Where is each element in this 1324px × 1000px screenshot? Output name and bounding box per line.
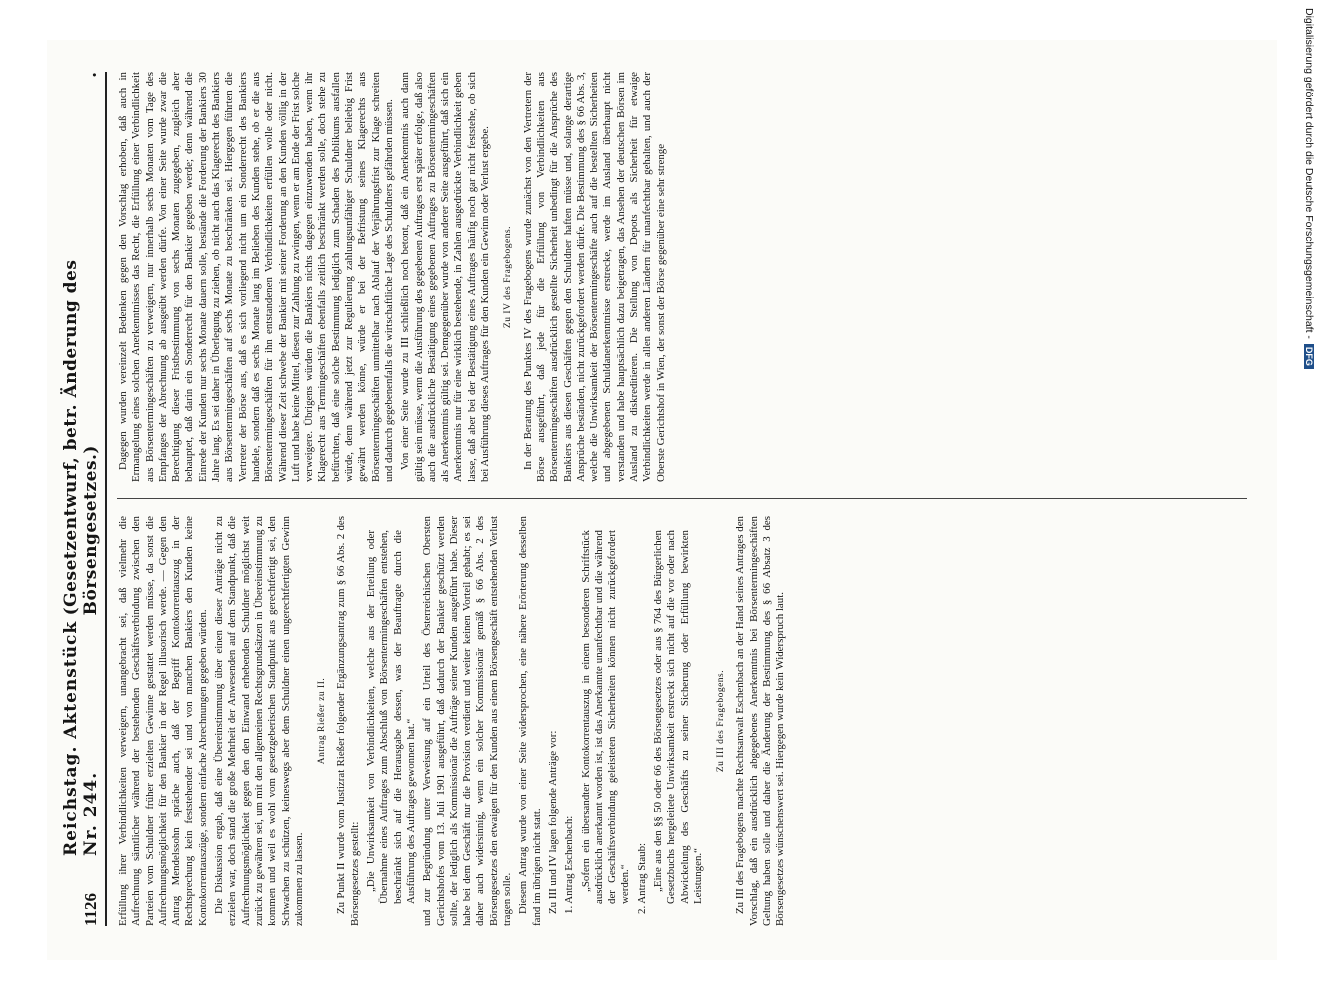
paragraph: In der Beratung des Punktes IV des Fragebogens wurde zunächst von den Vertretern der Börse ausgeführt, daß jede für die Erfüllung von Verbindlichkeiten aus Börsentermingeschäften ausdrücklich gestellte Sicherheit unbedingt für die Ansprüche des Bankiers aus diesen Geschäften gegen den Schuldner haften müsse und, solange derartige Ansprüche beständen, nicht zurückgefordert werden dürfe. Die Bestimmung des § 66 Abs. 3, welche die Unwirksamkeit der Börsentermingeschäfte auch auf die bestellten Sicherheiten und abgegebenen Schuldanerkenntnisse erstrecke, werde im Ausland überhaupt nicht verstanden und habe hauptsächlich dazu beigetragen, das Ansehen der deutschen Börsen im Ausland zu diskreditieren. Die Stellung von Depots als Sicherheit für etwaige Verbindlichkeiten werde in allen anderen Ländern für unanfechtbar gehalten, und auch der Oberste Gerichtshof in Wien, der sonst der Börse gegenüber eine sehr strenge <box>521 72 667 482</box>
text-column-left <box>117 516 1247 926</box>
page-number: 1126 <box>81 892 100 926</box>
quoted-motion: „Sofern ein übersandter Kontokorrentauszug in einem besonderen Schriftstück ausdrücklich anerkannt worden ist, ist das Anerkannte unanfechtbar und die während der Geschäftsverbindung geleisteten Sicherheiten können nicht zurückgefordert werden.“ <box>579 530 632 904</box>
paragraph: Zu Punkt II wurde vom Justizrat Rießer folgender Ergänzungsantrag zum § 66 Abs. 2 des Börsengesetzes gestellt: <box>335 516 361 926</box>
section-heading: Zu III des Fragebogens. <box>716 669 727 773</box>
paragraph: und zur Begründung unter Verweisung auf ein Urteil des Österreichischen Obersten Gerichtshofes vom 13. Juli 1901 ausgeführt, daß dadurch der Bankier geschützt werden sollte, der lediglich als Kommissionär die Aufträge seiner Kunden ausgeführt habe. Dieser habe bei dem Geschäft nur die Provision verdient und weiter keinen Vorteil gehabt; es sei daher auch widersinnig, wenn ein solcher Kommissionär gemäß § 66 Abs. 2 des Börsengesetzes den etwaigen für den Kunden aus einem Börsengeschäft entstehenden Verlust tragen solle. <box>421 516 514 926</box>
dfg-logo: DFG <box>1304 344 1314 369</box>
section-heading: Zu IV des Fragebogens. <box>503 225 514 329</box>
paragraph: Von einer Seite wurde zu III schließlich noch betont, daß ein Anerkenntnis auch dann gültig sein müsse, wenn die Ausführung des gegebenen Auftrages erst später erfolge, daß also auch die ausdrückliche Bestätigung eines gegebenen Auftrages zu Börsentermingeschäften als Anerkenntnis gültig sei. Demgegenüber wurde von anderer Seite ausgeführt, daß sich ein Anerkenntnis nur für eine wirklich bestehende, in Zahlen ausgedrückte Verbindlichkeit geben lasse, daß aber bei der Bestätigung eines Auftrages häufig noch gar nicht feststehe, ob sich bei Ausführung dieses Auftrages für den Kunden ein Gewinn oder Verlust ergebe. <box>399 72 492 482</box>
list-item-label: 1. Antrag Eschenbach: <box>563 815 576 914</box>
paragraph: Dagegen wurden vereinzelt Bedenken gegen den Vorschlag erhoben, daß auch in Ermangelung eines solchen Anerkenntnisses das Recht, die Erfüllung einer Verbindlichkeit aus Börsentermingeschäften zu verweigern, nur innerhalb sechs Monaten vom Tage des Empfanges der Abrechnung ab ausgeübt werden dürfe. Von einer Seite wurde zwar die Berechtigung dieser Fristbestimmung von sechs Monaten zugegeben, zugleich aber behauptet, daß darin ein Sonderrecht für den Bankier gegeben werde; denn während die Einrede der Kunden nur sechs Monate dauern solle, bestände die Forderung der Bankiers 30 Jahre lang. Es sei daher in Überlegung zu ziehen, ob nicht auch das Klagerecht des Bankiers aus Börsentermingeschäften auf sechs Monate zu beschränken sei. Hiergegen führten die Vertreter der Börse aus, daß es sich vorliegend nicht um ein Sonderrecht des Bankiers handele, sondern daß es sechs Monate lang im Belieben des Kunden stehe, ob er die aus Börsentermingeschäften für ihn entstandenen Verbindlichkeiten erfüllen wolle oder nicht. Während dieser Zeit schwebe der Bankier mit seiner Forderung an den Kunden völlig in der Luft und habe keine Mittel, diesen zur Zahlung zu zwingen, wenn er am Ende der Frist solche verweigere. Übrigens würden die Bankiers nichts dagegen einzuwenden haben, wenn ihr Klagerecht aus Termingeschäften ebenfalls zeitlich beschränkt werden solle, doch stehe zu befürchten, daß eine solche Bestimmung lediglich zum Schaden des Publikums ausfallen würde, denn während jetzt zur Regulierung zahlungsunfähiger Schuldner beliebig Frist gewährt werden könne, würde er bei der Befristung seines Klagerechts aus Börsentermingeschäften unmittelbar nach Ablauf der Verjährungsfrist zur Klage schreiten und dadurch gegebenenfalls die wirtschaftliche Lage des Schuldners gefährden müssen. <box>117 72 395 482</box>
digitization-note-text: Digitalisierung gefördert durch die Deutsche Forschungsgemeinschaft - <box>1303 8 1315 339</box>
header-left-title: Reichstag. Aktenstück Nr. 244. <box>61 620 101 856</box>
header-right-title: (Gesetzentwurf, betr. Änderung des Börsengesetzes.) <box>61 259 101 616</box>
column-divider <box>117 498 1247 499</box>
paragraph: Erfüllung ihrer Verbindlichkeiten verweigern, unangebracht sei, daß vielmehr die Aufrechnung sämtlicher während der bestehenden Geschäftsverbindung zwischen den Parteien vom Schuldner früher erzielten Gewinne gestattet werden müsse, da sonst die Aufrechnungsmöglichkeit für den Bankier in der Regel illusorisch werde. — Gegen den Antrag Mendelssohn spräche auch, daß der Begriff Kontokorrentauszug in der Rechtsprechung kein feststehender sei und von manchen Bankiers den Kunden keine Kontokorrentauszüge, sondern einfache Abrechnungen gegeben würden. <box>117 516 209 926</box>
quoted-motion: „Die Unwirksamkeit von Verbindlichkeiten, welche aus der Erteilung oder Übernahme eines Auftrages zum Abschluß von Börsentermingeschäften entstehen, beschränkt sich auf die Herausgabe dessen, was der Beauftragte durch die Ausführung des Auftrages gewonnen hat.“ <box>365 530 417 904</box>
paragraph: Zu III und IV lagen folgende Anträge vor: <box>546 730 559 914</box>
document-page <box>47 40 1277 960</box>
digitization-note <box>1300 8 1318 628</box>
section-heading: Antrag Rießer zu II. <box>317 677 328 765</box>
quoted-motion: „Eine aus den §§ 50 oder 66 des Börsengesetzes oder aus § 764 des Bürgerlichen Gesetzbuchs hergeleitete Unwirksamkeit erstreckt sich nicht auf die vor oder nach Abwickelung des Geschäfts zu seiner Sicherung oder Erfüllung bewirkten Leistungen.“ <box>651 530 704 904</box>
paragraph: Diesem Antrag wurde von einer Seite widersprochen, eine nähere Erörterung desselben fand im übrigen nicht statt. <box>517 516 543 926</box>
header-mark: . <box>81 72 101 78</box>
text-column-right <box>117 72 1247 482</box>
list-item-label: 2. Antrag Staub: <box>635 842 648 914</box>
paragraph: Zu III des Fragebogens machte Rechtsanwalt Eschenbach an der Hand seines Antrages den Vorschlag, daß ein ausdrücklich abgegebenes Anerkenntnis bei Börsentermingeschäften Geltung haben solle und daher die Änderung der Bestimmung des § 66 Absatz 3 des Börsengesetzes wünschenswert sei. Hiergegen wurde kein Widerspruch laut. <box>734 516 787 926</box>
page-header <box>61 72 107 926</box>
paragraph: Die Diskussion ergab, daß eine Übereinstimmung über einen dieser Anträge nicht zu erzielen war, doch stand die große Mehrheit der Anwesenden auf dem Standpunkt, daß die Aufrechnungsmöglichkeit gegen den den Einwand erhebenden Schuldner möglichst weit zurück zu gewähren sei, um mit den allgemeinen Rechtsgrundsätzen in Übereinstimmung zu kommen und weil es wohl vom gesetzgeberischen Standpunkt aus gerechtfertigt sei, den Schwachen zu schützen, keineswegs aber dem Schuldner einen ungerechtfertigten Gewinn zukommen zu lassen. <box>213 516 305 926</box>
